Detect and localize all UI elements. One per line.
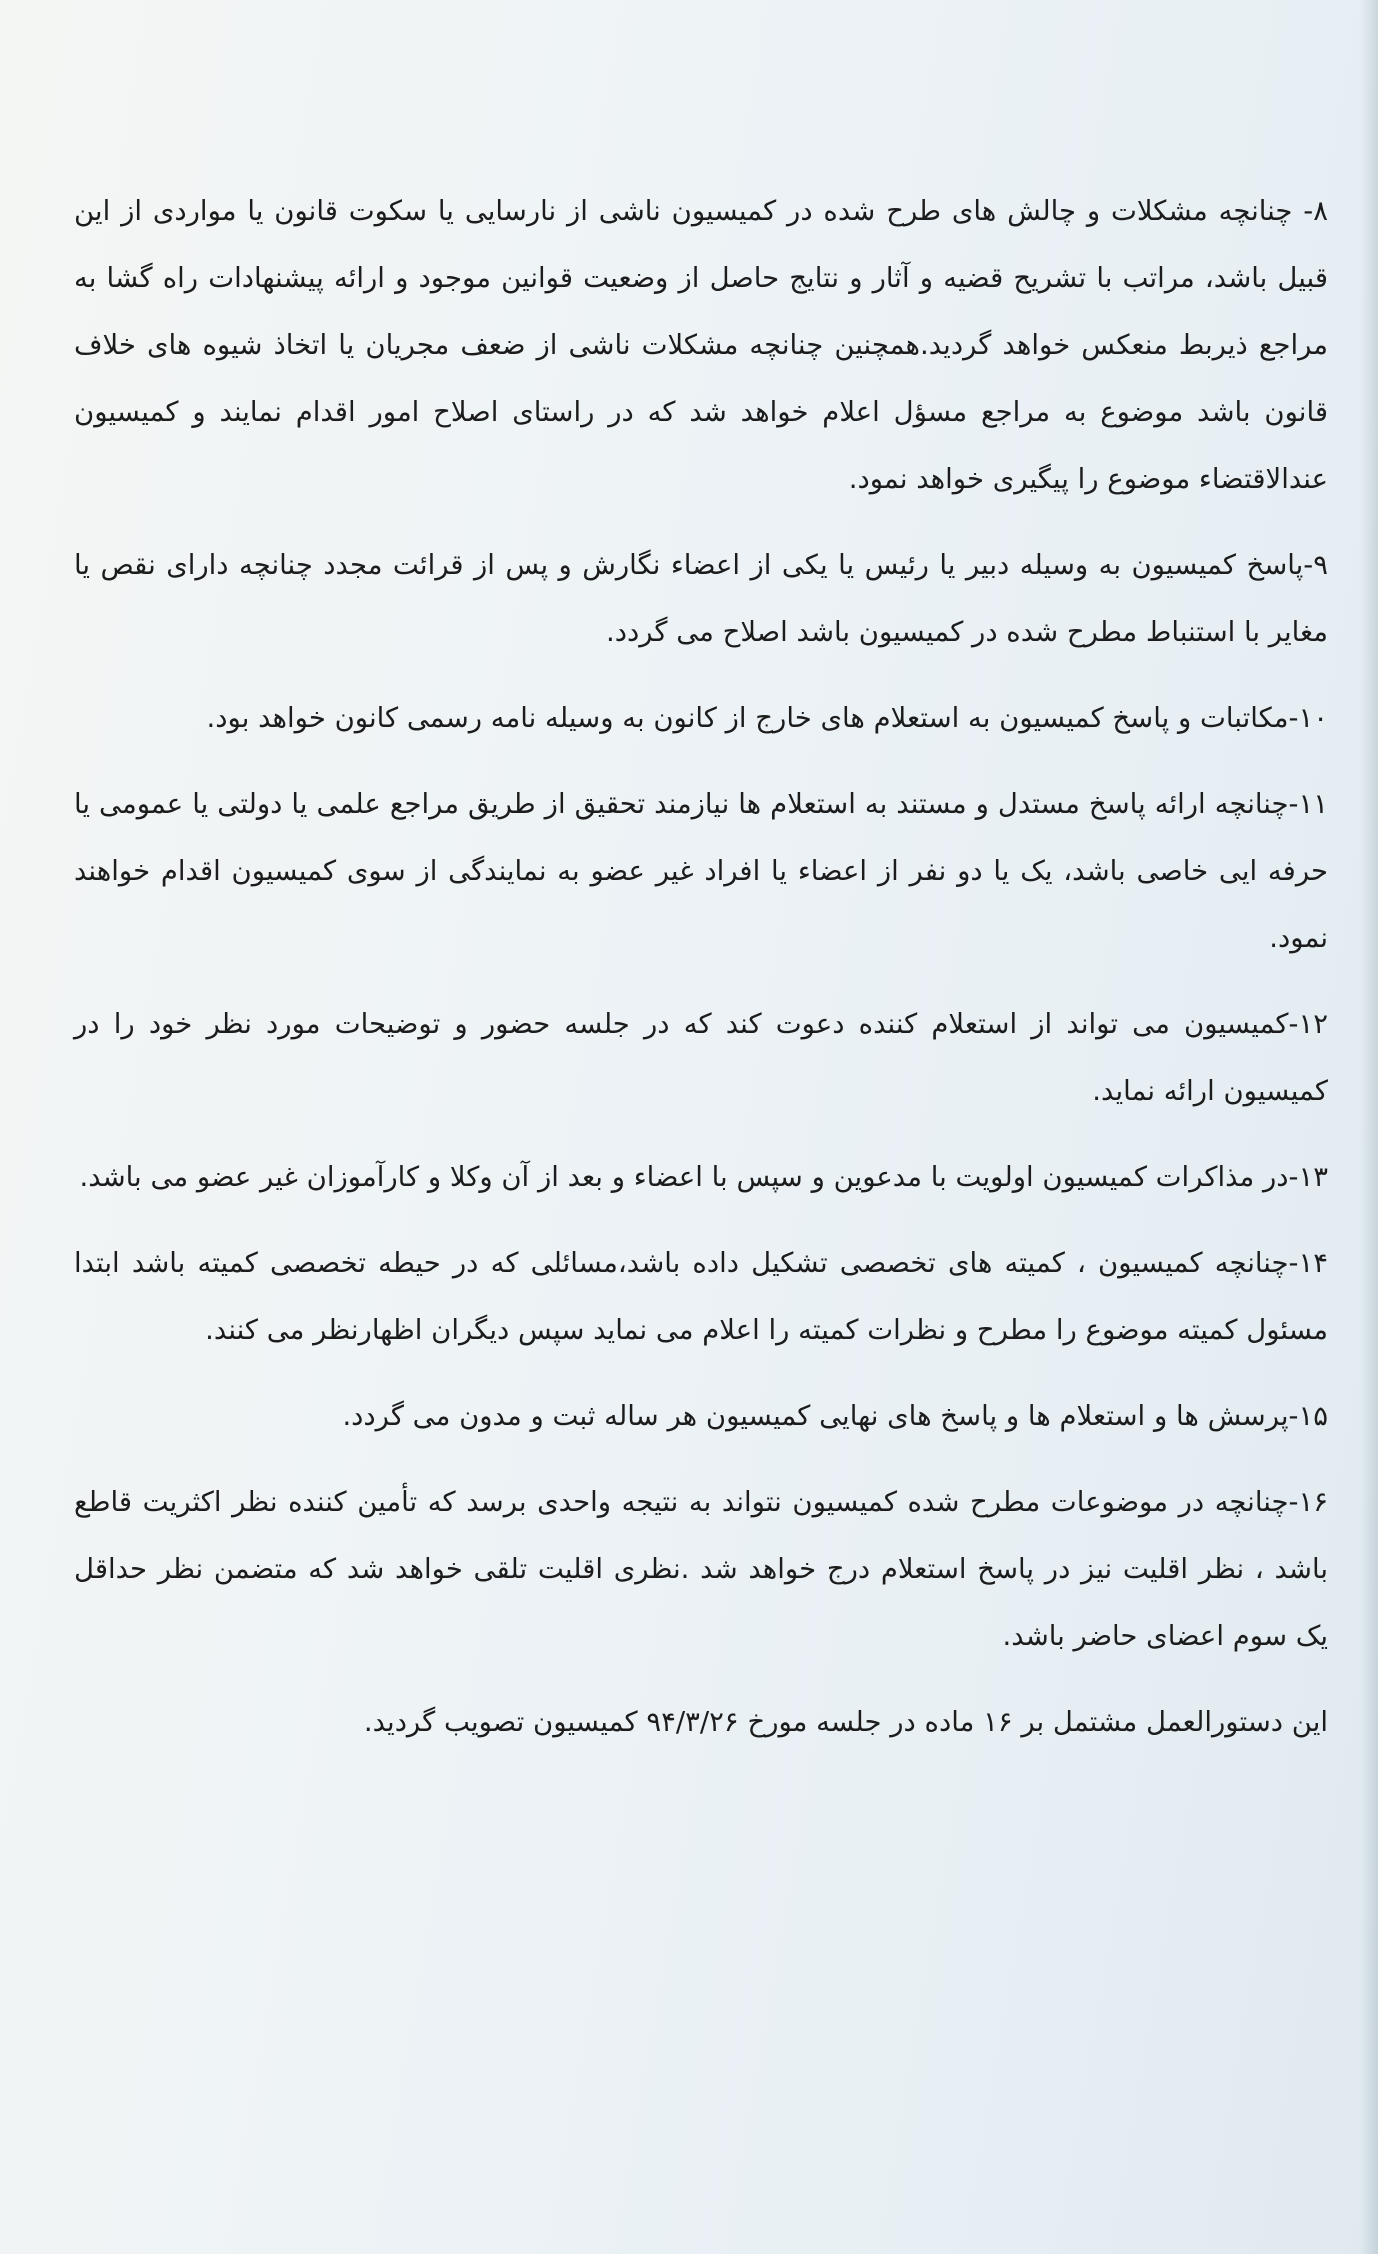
document-body xyxy=(74,178,1328,1775)
article-10: ۱۰-مکاتبات و پاسخ کمیسیون به استعلام های خارج از کانون به وسیله نامه رسمی کانون خواهد بود. xyxy=(206,702,1328,734)
article-15: ۱۵-پرسش ها و استعلام ها و پاسخ های نهایی کمیسیون هر ساله ثبت و مدون می گردد. xyxy=(342,1400,1328,1432)
article-11: ۱۱-چنانچه ارائه پاسخ مستدل و مستند به استعلام ها نیازمند تحقیق از طریق مراجع علمی یا دولتی یا عمومی یا حرفه ایی خاصی باشد، یک یا دو نفر از اعضاء یا افراد غیر عضو به نمایندگی از سوی کمیسیون اقدام خواهند نمود. xyxy=(74,788,1328,954)
page-edge-shadow xyxy=(1360,0,1378,2254)
article-13: ۱۳-در مذاکرات کمیسیون اولویت با مدعوین و سپس با اعضاء و بعد از آن وکلا و کارآموزان غیر عضو می باشد. xyxy=(79,1161,1328,1193)
closing-statement: این دستورالعمل مشتمل بر ۱۶ ماده در جلسه مورخ ۹۴/۳/۲۶ کمیسیون تصویب گردید. xyxy=(363,1706,1328,1738)
article-14: ۱۴-چنانچه کمیسیون ، کمیته های تخصصی تشکیل داده باشد،مسائلی که در حیطه تخصصی کمیته باشد ابتدا مسئول کمیته موضوع را مطرح و نظرات کمیته را اعلام می نماید سپس دیگران اظهارنظر می کنند. xyxy=(74,1247,1328,1346)
article-8: ۸- چنانچه مشکلات و چالش های طرح شده در کمیسیون ناشی از نارسایی یا سکوت قانون یا مواردی از این قبیل باشد، مراتب با تشریح قضیه و آثار و نتایج حاصل از وضعیت قوانین موجود و ارائه پیشنهادات راه گشا به مراجع ذیربط منعکس خواهد گردید.همچنین چنانچه مشکلات ناشی از ضعف مجریان یا اتخاذ شیوه های خلاف قانون باشد موضوع به مراجع مسؤل اعلام خواهد شد که در راستای اصلاح امور اقدام نمایند و کمیسیون عندالاقتضاء موضوع را پیگیری خواهد نمود. xyxy=(74,195,1328,495)
article-16: ۱۶-چنانچه در موضوعات مطرح شده کمیسیون نتواند به نتیجه واحدی برسد که تأمین کننده نظر اکثریت قاطع باشد ، نظر اقلیت نیز در پاسخ استعلام درج خواهد شد .نظری اقلیت تلقی خواهد شد که متضمن نظر حداقل یک سوم اعضای حاضر باشد. xyxy=(74,1486,1328,1652)
article-9: ۹-پاسخ کمیسیون به وسیله دبیر یا رئیس یا یکی از اعضاء نگارش و پس از قرائت مجدد چنانچه دارای نقص یا مغایر با استنباط مطرح شده در کمیسیون باشد اصلاح می گردد. xyxy=(74,549,1328,648)
article-12: ۱۲-کمیسیون می تواند از استعلام کننده دعوت کند که در جلسه حضور و توضیحات مورد نظر خود را در کمیسیون ارائه نماید. xyxy=(74,1008,1328,1107)
